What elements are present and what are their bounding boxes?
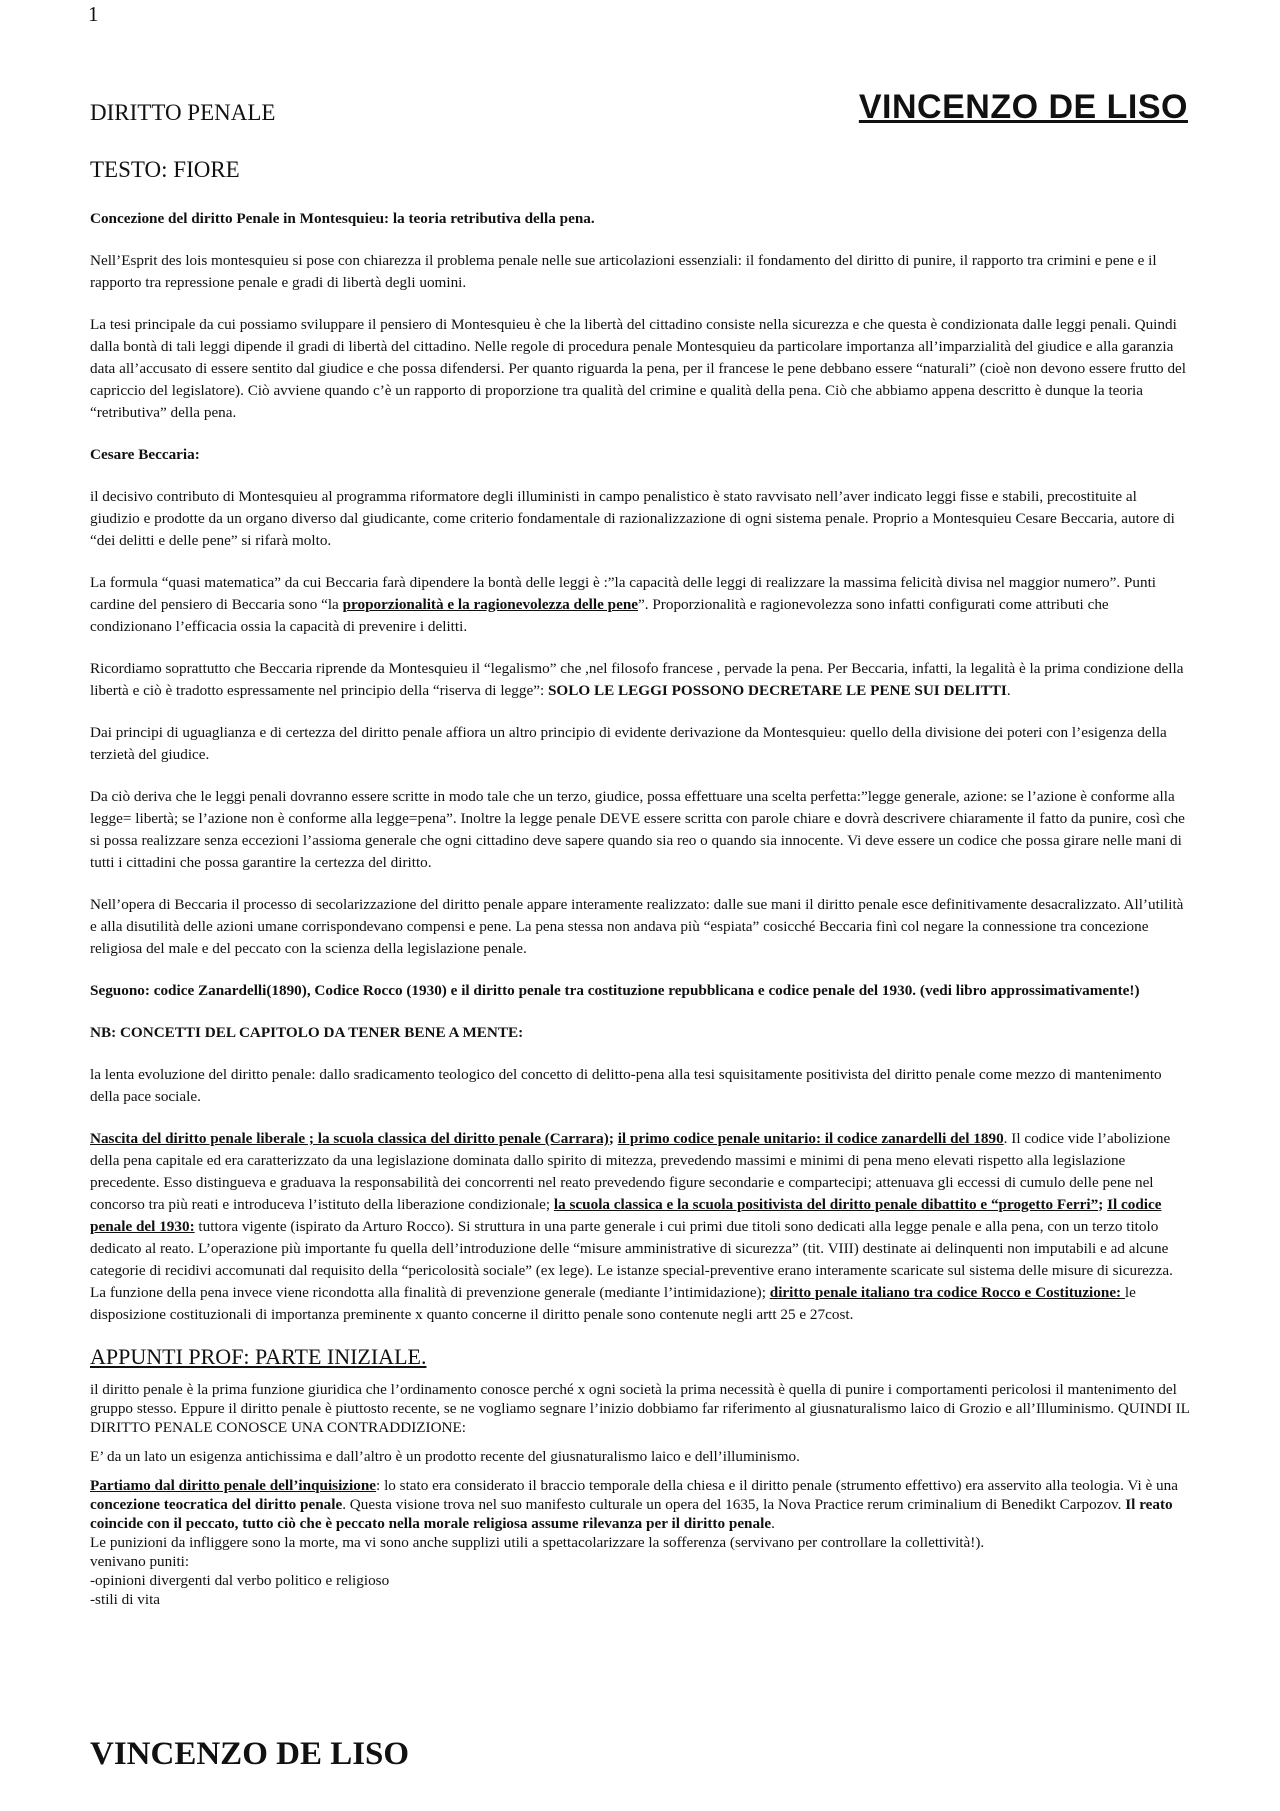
beccaria-paragraph-3: [90, 658, 1190, 702]
appunti-paragraph-3: [90, 1476, 1190, 1609]
beccaria-title: Cesare Beccaria:: [90, 446, 200, 463]
text-run: .: [1006, 682, 1011, 699]
emphasis-run: proporzionalità e la ragionevolezza delle pene: [342, 596, 639, 613]
text-run: le disposizione costituzionali di importanza preminente x quanto concerne il diritto penale sono contenute negli artt 25 e 27cost.: [90, 1284, 1136, 1323]
montesquieu-paragraph-1: Nell’Esprit des lois montesquieu si pose con chiarezza il problema penale nelle sue articolazioni essenziali: il fondamento del diritto di punire, il rapporto tra crimini e pene e il rapporto tra repressione penale e gradi di libertà degli uomini.: [90, 252, 1157, 291]
subject-heading: DIRITTO PENALE: [90, 100, 276, 125]
emphasis-run: SOLO LE LEGGI POSSONO DECRETARE LE PENE SUI DELITTI: [547, 682, 1007, 699]
footer-author: VINCENZO DE LISO: [90, 1736, 410, 1772]
beccaria-paragraph-2: [90, 572, 1190, 638]
beccaria-paragraph-6: Nell’opera di Beccaria il processo di secolarizzazione del diritto penale appare interamente realizzato: dalle sue mani il diritto penale esce definitivamente desacralizzato. All’utilità e alla disutilità delle azioni umane corrispondevano compensi e pene. La pena stessa non andava più “espiata” cosicché Beccaria finì col negare la connessione tra concezione religiosa del male e del peccato con la scienza della legislazione penale.: [90, 896, 1184, 957]
text-run: . Il codice vide l’abolizione della pena capitale ed era caratterizzato da una legislazione dominata dallo spirito di mitezza, prevedendo massimi e minimi di pena meno elevati rispetto alla legislazione precedente. Esso distingueva e graduava la responsabilità dei concorrenti nel reato prevedendo figure secondarie e compartecipi; attenuava gli eccessi di cumulo delle pene nel concorso tra più reati e introduceva l’istituto della liberazione condizionale;: [90, 1130, 1171, 1213]
text-run: : lo stato era considerato il braccio temporale della chiesa e il diritto penale (strumento effettivo) era asservito alla teologia. Vi è una: [376, 1477, 1178, 1494]
emphasis-run: Il reato coincide con il peccato, tutto ciò che è peccato nella morale religiosa assume rilevanza per il diritto penale: [90, 1496, 1173, 1532]
emphasis-run: diritto penale italiano tra codice Rocco e Costituzione:: [769, 1284, 1125, 1301]
emphasis-run: Nascita del diritto penale liberale ; la scuola classica del diritto penale (Carrara): [90, 1130, 609, 1147]
text-line: Le punizioni da infliggere sono la morte, ma vi sono anche supplizi utili a spettacolarizzare la sofferenza (servivano per controllare la collettività!).: [90, 1534, 985, 1551]
beccaria-paragraph-4: Dai principi di uguaglianza e di certezza del diritto penale affiora un altro principio di evidente derivazione da Montesquieu: quello della divisione dei poteri con l’esigenza della terzietà del giudice.: [90, 724, 1167, 763]
emphasis-run: il primo codice penale unitario: il codice zanardelli del 1890: [617, 1130, 1004, 1147]
nb-paragraph-2: [90, 1128, 1190, 1326]
text-run: .: [771, 1515, 775, 1532]
beccaria-paragraph-5: Da ciò deriva che le leggi penali dovranno essere scritte in modo tale che un terzo, giudice, possa effettuare una scelta perfetta:”legge generale, azione: se l’azione è conforme alla legge= libertà; se l’azione non è conforme alla legge=pena”. Inoltre la legge penale DEVE essere scritta con parole chiare e dovrà descrivere chiaramente il fatto da punire, così che si possa realizzare senza eccezioni l’assioma generale che ogni cittadino deve sapere quando sia reo o quando sia innocente. Vi deve essere un codice che possa girare nelle mani di tutti i cittadini che possa garantire la certezza del diritto.: [90, 788, 1185, 871]
text-run: La formula “quasi matematica” da cui Beccaria farà dipendere la bontà delle leggi è :”la capacità delle leggi di realizzare la massima felicità divisa nel maggior numero”. Punti cardine del pensiero di Beccaria sono “la: [90, 574, 1157, 613]
appunti-paragraph-2: E’ da un lato un esigenza antichissima e dall’altro è un prodotto recente del giusnaturalismo laico e dell’illuminismo.: [90, 1448, 800, 1465]
text-run: ;: [1098, 1196, 1108, 1213]
text-run: ;: [608, 1130, 618, 1147]
inquisizione-paragraph: [90, 1476, 1190, 1533]
author-heading: VINCENZO DE LISO: [858, 88, 1188, 126]
emphasis-run: la scuola classica e la scuola positivista del diritto penale dibattito e “progetto Ferri”: [553, 1196, 1099, 1213]
emphasis-run: Partiamo dal diritto penale dell’inquisizione: [90, 1477, 377, 1494]
text-label: TESTO: FIORE: [90, 157, 240, 182]
nb-title: NB: CONCETTI DEL CAPITOLO DA TENER BENE A MENTE:: [90, 1024, 524, 1041]
document-body: [90, 208, 1190, 1609]
seguono-note: Seguono: codice Zanardelli(1890), Codice Rocco (1930) e il diritto penale tra costituzione repubblicana e codice penale del 1930. (vedi libro approssimativamente!): [90, 982, 1140, 999]
text-run: . Questa visione trova nel suo manifesto culturale un opera del 1635, la Nova Practice rerum criminalium di Benedikt Carpozov.: [342, 1496, 1126, 1513]
text-run: ”. Proporzionalità e ragionevolezza sono infatti configurati come attributi che condizionano l’efficacia ossia la capacità di prevenire i delitti.: [90, 596, 1109, 635]
appunti-title: APPUNTI PROF: PARTE INIZIALE.: [90, 1344, 427, 1369]
montesquieu-paragraph-2: La tesi principale da cui possiamo sviluppare il pensiero di Montesquieu è che la libertà del cittadino consiste nella sicurezza e che questa è condizionata dalle leggi penali. Quindi dalla bontà di tali leggi dipende il gradi di libertà del cittadino. Nelle regole di procedura penale Montesquieu da particolare importanza all’imparzialità del giudice e alla garanzia data all’accusato di essere sentito dal giudice e che possa difendersi. Per quanto riguarda la pena, per il francese le pene debbano essere “naturali” (cioè non devono essere frutto del capriccio del legislatore). Ciò avviene quando c’è un rapporto di proporzione tra qualità del crimine e qualità della pena. Ciò che abbiamo appena descritto è dunque la teoria “retributiva” della pena.: [90, 316, 1186, 421]
emphasis-run: Il codice penale del 1930:: [90, 1196, 1162, 1235]
emphasis-run: concezione teocratica del diritto penale: [90, 1496, 343, 1513]
text-line: -stili di vita: [90, 1591, 161, 1608]
text-run: tuttora vigente (ispirato da Arturo Rocco). Si struttura in una parte generale i cui primi due titoli sono dedicati alla legge penale e alla pena, con un terzo titolo dedicato al reato. L’operazione più importante fu quella dell’introduzione delle “misure amministrative di sicurezza” (tit. VIII) destinate ai delinquenti non imputabili e ad alcune categorie di recidivi accomunati dal requisito della “pericolosità sociale” (ex lege). Le istanze special-preventive erano interamente scaricate sul sistema delle misure di sicurezza. La funzione della pena invece viene ricondotta alla finalità di prevenzione generale (mediante l’intimidazione);: [90, 1218, 1173, 1301]
text-run: Ricordiamo soprattutto che Beccaria riprende da Montesquieu il “legalismo” che ,nel filosofo francese , pervade la pena. Per Beccaria, infatti, la legalità è la prima condizione della libertà e ciò è tradotto espressamente nel principio della “riserva di legge”:: [90, 660, 1184, 699]
beccaria-paragraph-1: il decisivo contributo di Montesquieu al programma riformatore degli illuministi in campo penalistico è stato ravvisato nell’aver indicato leggi fisse e stabili, precostituite al giudizio e prodotte da un organo diverso dal giudicante, come criterio fondamentale di razionalizzazione di ogni sistema penale. Proprio a Montesquieu Cesare Beccaria, autore di “dei delitti e delle pene” si rifarà molto.: [90, 488, 1175, 549]
nb-paragraph-1: la lenta evoluzione del diritto penale: dallo sradicamento teologico del concetto di delitto-pena alla tesi squisitamente positivista del diritto penale come mezzo di mantenimento della pace sociale.: [90, 1066, 1162, 1105]
text-line: venivano puniti:: [90, 1553, 190, 1570]
page-number: 1: [88, 2, 99, 26]
appunti-section: [90, 1380, 1190, 1609]
montesquieu-title: Concezione del diritto Penale in Montesquieu: la teoria retributiva della pena.: [90, 210, 595, 227]
appunti-paragraph-1: il diritto penale è la prima funzione giuridica che l’ordinamento conosce perché x ogni società la prima necessità è quella di punire i comportamenti pericolosi il mantenimento del gruppo stesso. Eppure il diritto penale è piuttosto recente, se ne vogliamo segnare l’inizio dobbiamo far riferimento al giusnaturalismo laico di Grozio e all’Illuminismo. QUINDI IL DIRITTO PENALE CONOSCE UNA CONTRADDIZIONE:: [90, 1381, 1190, 1436]
text-line: -opinioni divergenti dal verbo politico e religioso: [90, 1572, 390, 1589]
